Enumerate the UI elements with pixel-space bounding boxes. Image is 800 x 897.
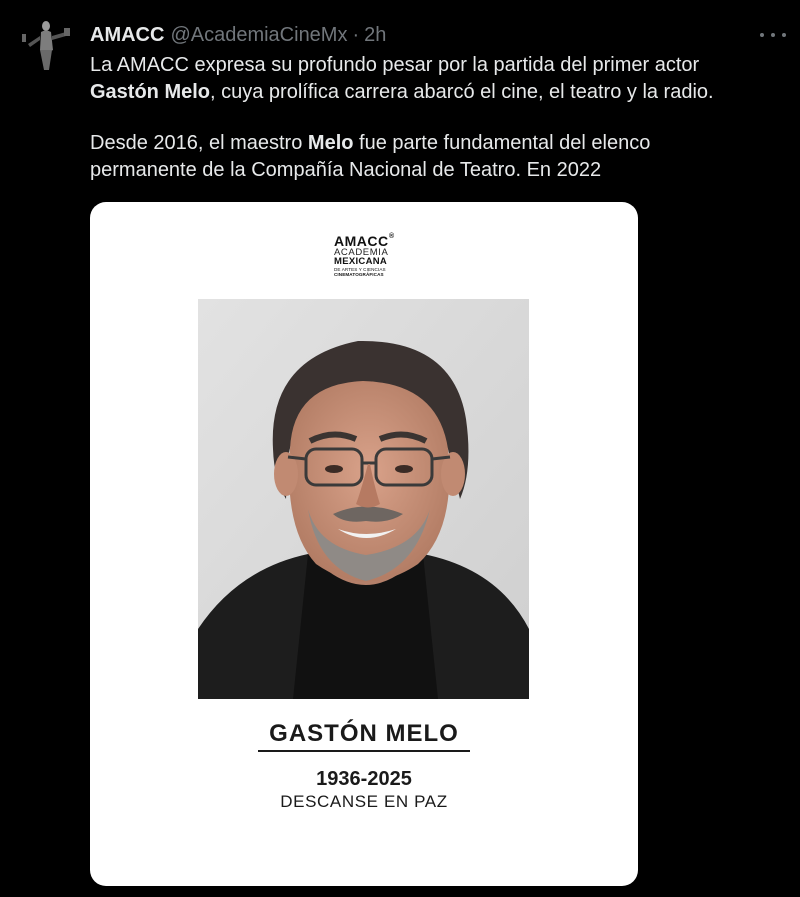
avatar[interactable] xyxy=(18,14,78,74)
logo-cine: CINEMATOGRÁFICAS xyxy=(334,272,384,277)
display-name[interactable]: AMACC xyxy=(90,23,165,46)
timestamp[interactable]: 2h xyxy=(364,23,387,46)
logo-artes: DE ARTES Y CIENCIAS xyxy=(334,267,386,272)
life-years: 1936-2025 xyxy=(316,768,412,790)
tweet-text-paragraph-1 xyxy=(90,52,790,106)
portrait-image xyxy=(198,299,529,699)
name-underline xyxy=(258,750,470,752)
amacc-logo xyxy=(334,234,398,280)
tweet-header xyxy=(90,22,386,48)
statuette-icon xyxy=(18,14,78,74)
tweet-text-paragraph-2 xyxy=(90,130,790,184)
text-line: La AMACC expresa su profundo pesar por la partida del primer actor xyxy=(90,54,700,76)
logo-academia: ACADEMIA xyxy=(334,247,389,258)
media-card[interactable] xyxy=(90,202,638,886)
text-line: Desde 2016, el maestro Melo fue parte fundamental del elenco xyxy=(90,132,651,154)
separator-dot: · xyxy=(352,23,360,46)
text-line: Gastón Melo, cuya prolífica carrera abarcó el cine, el teatro y la radio. xyxy=(90,81,714,103)
bold-name: Melo xyxy=(307,132,354,154)
more-options-button[interactable] xyxy=(760,24,786,46)
logo-acronym: AMACC xyxy=(334,233,389,249)
bold-name: Gastón Melo xyxy=(90,81,211,103)
epitaph: DESCANSE EN PAZ xyxy=(280,792,448,811)
logo-mexicana: MEXICANA xyxy=(334,256,388,267)
user-handle[interactable]: @AcademiaCineMx xyxy=(170,23,348,46)
person-name: GASTÓN MELO xyxy=(269,720,459,747)
portrait-photo xyxy=(198,299,529,699)
more-horizontal-icon xyxy=(760,33,764,37)
text-line: permanente de la Compañía Nacional de Teatro. En 2022 xyxy=(90,159,602,181)
registered-mark: ® xyxy=(389,233,395,240)
